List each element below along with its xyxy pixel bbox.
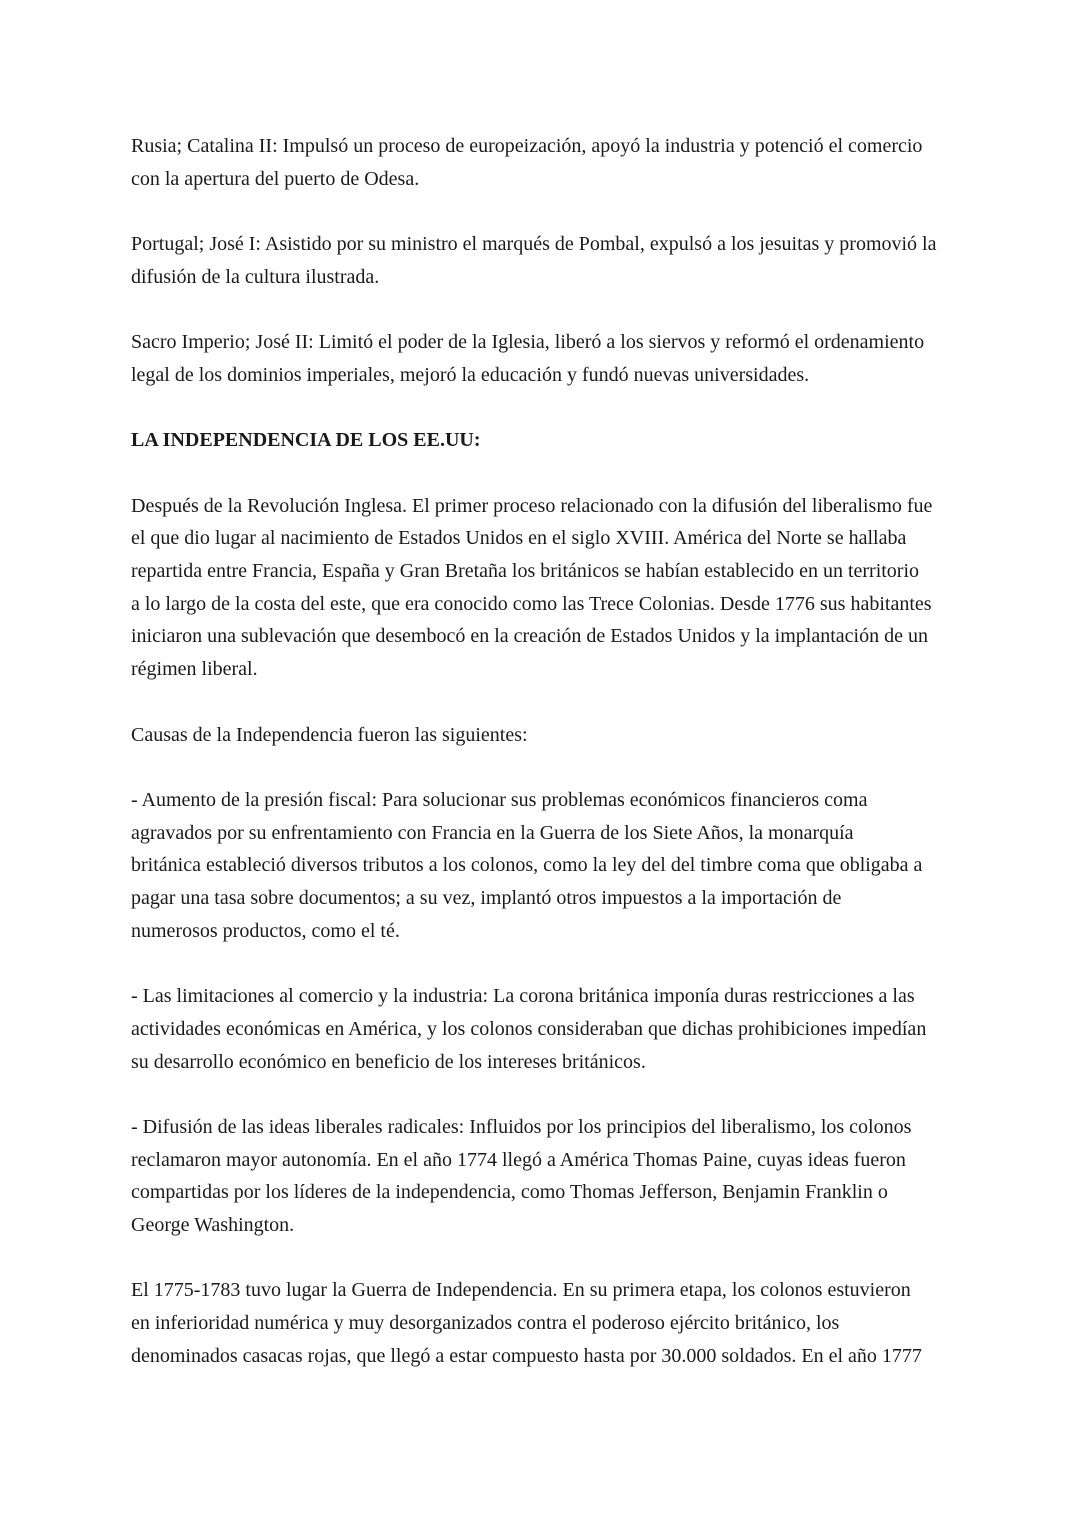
paragraphs-top <box>131 130 971 392</box>
text-line: Portugal; José I: Asistido por su ministro el marqués de Pombal, expulsó a los jesuitas y promovió la <box>131 233 937 256</box>
paragraph <box>131 228 971 293</box>
paragraph <box>131 784 971 948</box>
text-line: el que dio lugar al nacimiento de Estados Unidos en el siglo XVIII. América del Norte se hallaba <box>131 527 907 550</box>
paragraph <box>131 980 971 1078</box>
text-line: difusión de la cultura ilustrada. <box>131 265 380 288</box>
document-page <box>131 130 971 1405</box>
text-line: en inferioridad numérica y muy desorganizados contra el poderoso ejército británico, los <box>131 1312 840 1335</box>
text-line: denominados casacas rojas, que llegó a estar compuesto hasta por 30.000 soldados. En el año 1777 <box>131 1344 922 1367</box>
paragraph <box>131 490 971 686</box>
text-line: reclamaron mayor autonomía. En el año 1774 llegó a América Thomas Paine, cuyas ideas fueron <box>131 1148 906 1171</box>
text-line: - Las limitaciones al comercio y la industria: La corona británica imponía duras restricciones a las <box>131 985 915 1008</box>
text-line: George Washington. <box>131 1214 295 1237</box>
text-line: - Difusión de las ideas liberales radicales: Influidos por los principios del liberalismo, los colonos <box>131 1115 912 1138</box>
text-line: El 1775-1783 tuvo lugar la Guerra de Independencia. En su primera etapa, los colonos estuvieron <box>131 1279 911 1302</box>
text-line: a lo largo de la costa del este, que era conocido como las Trece Colonias. Desde 1776 sus habitantes <box>131 592 932 615</box>
text-line: británica estableció diversos tributos a los colonos, como la ley del del timbre coma que obligaba a <box>131 854 923 877</box>
text-line: repartida entre Francia, España y Gran Bretaña los británicos se habían establecido en un territorio <box>131 560 920 583</box>
paragraph <box>131 130 971 195</box>
section-heading: LA INDEPENDENCIA DE LOS EE.UU: <box>131 429 481 452</box>
paragraph <box>131 1274 971 1372</box>
text-line: con la apertura del puerto de Odesa. <box>131 167 420 190</box>
text-line: Rusia; Catalina II: Impulsó un proceso de europeización, apoyó la industria y potenció el comercio <box>131 135 923 157</box>
paragraph <box>131 326 971 391</box>
text-line: - Aumento de la presión fiscal: Para solucionar sus problemas económicos financieros coma <box>131 788 868 811</box>
text-line: pagar una tasa sobre documentos; a su vez, implantó otros impuestos a la importación de <box>131 887 842 910</box>
text-line: actividades económicas en América, y los colonos consideraban que dichas prohibiciones impedían <box>131 1017 927 1040</box>
text-line: régimen liberal. <box>131 658 258 681</box>
text-line: Causas de la Independencia fueron las siguientes: <box>131 723 528 746</box>
text-line: numerosos productos, como el té. <box>131 919 400 942</box>
paragraph <box>131 719 971 752</box>
text-line: Después de la Revolución Inglesa. El primer proceso relacionado con la difusión del liberalismo fue <box>131 494 933 517</box>
text-line: legal de los dominios imperiales, mejoró la educación y fundó nuevas universidades. <box>131 363 810 386</box>
text-line: Sacro Imperio; José II: Limitó el poder de la Iglesia, liberó a los siervos y reformó el ordenamiento <box>131 331 925 354</box>
text-line: iniciaron una sublevación que desembocó en la creación de Estados Unidos y la implantación de un <box>131 625 928 648</box>
text-line: su desarrollo económico en beneficio de los intereses británicos. <box>131 1050 646 1073</box>
paragraphs-bottom <box>131 490 971 1373</box>
text-line: compartidas por los líderes de la independencia, como Thomas Jefferson, Benjamin Franklin o <box>131 1181 888 1204</box>
text-line: agravados por su enfrentamiento con Francia en la Guerra de los Siete Años, la monarquía <box>131 821 854 844</box>
paragraph <box>131 1111 971 1242</box>
